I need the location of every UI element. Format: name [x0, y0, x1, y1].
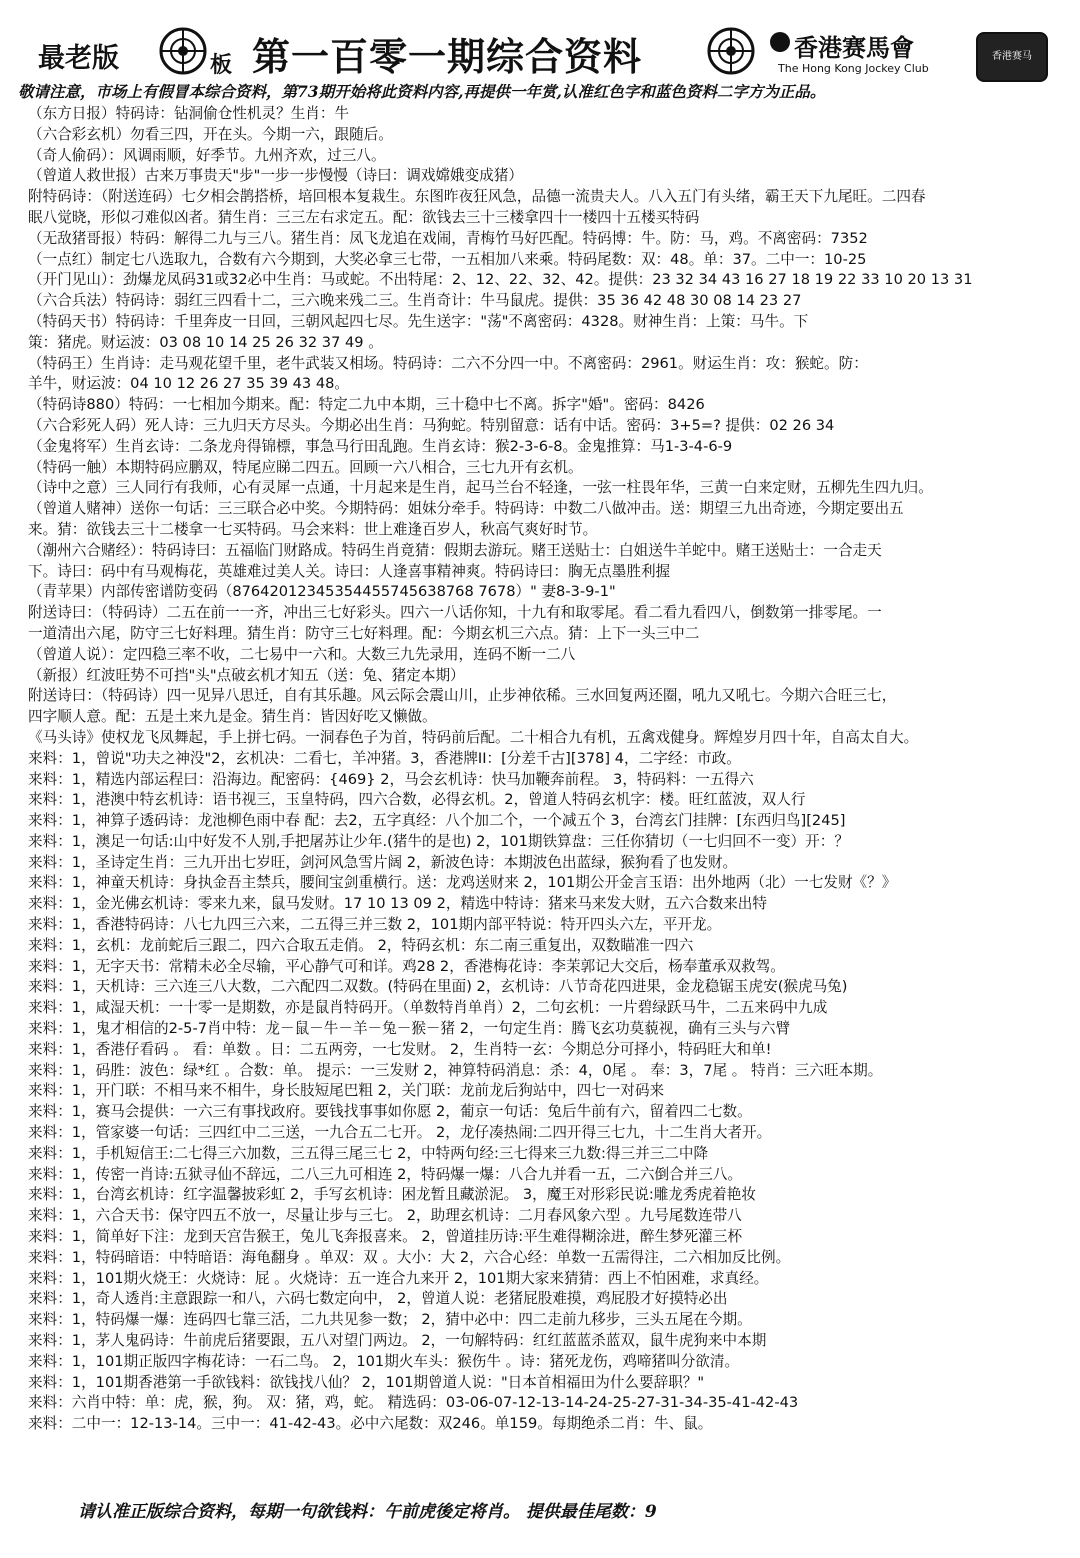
text-line: 来料：1，港澳中特玄机诗：语书视三，玉皇特码，四六合数，必得玄机。2，曾道人特码玄机字：楼。旺红蓝波，双人行 [28, 791, 806, 809]
text-line: （诗中之意）三人同行有我师，心有灵犀一点通，十月起来是生肖，起马兰台不轻逢，一弦一柱畏年华，三黄一白来定财，五柳先生四九归。 [28, 479, 933, 497]
text-line: （特码天书）特码诗：千里奔皮一日回，三朝风起四七尽。先生送字："荡"不离密码：4328。财神生肖：上策：马牛。下 [28, 312, 809, 330]
text-line: 来料：1，天机诗：三六连三八大数，二六配四二双数。(特码在里面) 2，玄机诗：八节奇花四进果，金龙稳锯玉虎安(猴虎马兔) [28, 978, 848, 996]
text-line: 来料：1，开门联：不相马来不相牛，身长肢短尾巴粗 2，关门联：龙前龙后狗站中，四七一对码来 [28, 1082, 665, 1100]
club-logo-badge: 香港赛马 [976, 32, 1048, 82]
text-line: （奇人偷码）：风调雨顺，好季节。九州齐欢，过三八。 [28, 146, 386, 164]
text-line: 来料：1，特码爆一爆：连码四七靠三活，二九共见参一数； 2，猜中必中：四二走前九移步，三头五尾在今期。 [28, 1311, 752, 1329]
text-line: （开门见山）：劲爆龙凤码31或32必中生肖：马或蛇。不出特尾：2、12、22、32、42。提供：23 32 34 43 16 27 18 19 22 33 10 20 13 31 [28, 271, 973, 289]
text-line: 来料：1，六合天书：保守四五不放一，尽量让步与三七。 2，助理玄机诗：二月春风象六型 。九号尾数连带八 [28, 1207, 742, 1225]
notice-line: 敬请注意，市场上有假冒本综合资料，第73期开始将此资料内容,再提供一年赏,认准红色字和蓝色资料二字方为正品。 [18, 82, 826, 101]
text-line: 附特码诗：（附送连码）七夕相会鹊搭桥，培回根本复栽生。东图昨夜狂风急，品德一流贵夫人。八入五门有头绪，霸王天下九尾旺。二四春 [28, 188, 926, 206]
text-line: 来料：1，码胜：波色：绿*红 。合数：单。 提示：一三发财 2，神算特码消息：杀：4，0尾 。 奉：3，7尾 。 特肖：三六旺本期。 [28, 1061, 883, 1079]
text-line: 来。猜：欲钱去三十二楼拿一七买特码。马会来料：世上难逢百岁人，秋高气爽好时节。 [28, 520, 598, 538]
text-line: 来料：六肖中特：单：虎，猴，狗。 双：猪，鸡，蛇。 精选码：03-06-07-12-13-14-24-25-27-31-34-35-41-42-43 [28, 1394, 799, 1412]
text-line: 来料：1，曾说"功夫之神没"2，玄机决：二看七，羊冲猪。3，香港牌II：[分差千古][378] 4，二字经：市政。 [28, 749, 741, 767]
header [0, 18, 1080, 80]
text-line: （新报）红波旺势不可挡"头"点破玄机才知五（送：兔、猪定本期） [28, 666, 465, 684]
text-line: 来料：1，101期火烧王：火烧诗：屁 。火烧诗：五一连合九来开 2，101期大家来猜猜：西上不怕困难，求真经。 [28, 1269, 769, 1287]
text-line: （特码一触）本期特码应鹏双，特尾应睇二四五。回顾一六八相合，三七九开有玄机。 [28, 458, 583, 476]
text-line: （一点红）制定七八选取九，合数有六今期到，大奖必拿三七带，一五相加八来乘。特码尾数：双：48。单：37。二中一：10-25 [28, 250, 867, 268]
text-line: 来料：1，香港仔看码 。 看：单数 。日：二五两旁，一七发财。 2，生肖特一玄：今期总分可择小，特码旺大和单! [28, 1040, 772, 1058]
text-line: 眠八觉晓，形似刁难似凶者。猜生肖：三三左右求定五。配：欲钱去三十三楼拿四十一楼四十五楼买特码 [28, 208, 700, 226]
text-line: 来料：1，无字天书：常精未必全尽输，平心静气可和详。鸡28 2，香港梅花诗：李茉郭记大交后，杨奉董承双救驾。 [28, 957, 785, 975]
club-name-en: The Hong Kong Jockey Club [778, 62, 929, 75]
text-line: （潮州六合赌经）：特码诗曰：五福临门财路成。特码生肖竟猜：假期去游玩。赌王送贴士：白姐送牛羊蛇中。赌王送贴士：一合走天 [28, 541, 882, 559]
text-line: 来料：1，神算子透码诗：龙池柳色雨中春 配：去2，五字真经：八个加二个，一个减五个 3，台湾玄门挂牌：[东西归鸟][245] [28, 812, 846, 830]
text-line: （六合彩死人码）死人诗：三九归天方尽头。今期必出生肖：马狗蛇。特别留意：话有中话。密码：3+5=? 提供：02 26 34 [28, 416, 835, 434]
text-line: 一道清出六尾，防守三七好料理。猜生肖：防守三七好料理。配：今期玄机三六点。猜：上下一头三中二 [28, 624, 700, 642]
text-line: 来料：1，精选内部运程曰：沿海边。配密码：{469} 2，马会玄机诗：快马加鞭奔前程。 3，特码料：一五得六 [28, 770, 754, 788]
text-line: 来料：1，鬼才相信的2-5-7肖中特：龙－鼠－牛－羊－兔－猴－猪 2，一句定生肖：腾飞玄功莫藐视，确有三头与六臂 [28, 1020, 791, 1038]
text-line: （东方日报）特码诗：钻洞偷仓性机灵？生肖：牛 [28, 105, 350, 122]
text-line: 来料：1，咸湿天机：一十零一是期数，亦是鼠肖特码开。（单数特肖单肖）2，二句玄机：一片碧绿跃马牛，二五来码中九成 [28, 999, 828, 1017]
text-line: 来料：1，玄机：龙前蛇后三跟二，四六合取五走俏。 2，特码玄机：东二南三重复出，双数瞄准一四六 [28, 936, 694, 954]
text-line: （曾道人说）：定四稳三率不收，二七易中一六和。大数三九先录用，连码不断一二八 [28, 645, 576, 663]
text-line: （曾道人救世报）古来万事贵天"步"一步一步慢慢（诗曰：调戏嫦娥变成猪） [28, 167, 524, 185]
text-line: 来料：1，赛马会提供：一六三有事找政府。要钱找事事如你愿 2，葡京一句话：兔后牛前有六，留着四二七数。 [28, 1103, 752, 1121]
club-dot-icon [770, 32, 790, 52]
text-line: 来料：二中一：12-13-14。三中一：41-42-43。必中六尾数：双246。单159。每期绝杀二肖：牛、鼠。 [28, 1415, 713, 1433]
text-line: 下。诗曰：码中有马观梅花，英雄难过美人关。诗曰：人逢喜事精神爽。特码诗曰：胸无点墨胜利握 [28, 562, 671, 580]
text-line: （曾道人赌神）送你一句话：三三联合必中奖。今期特码：姐妹分牵手。特码诗：中数二八做冲击。送：期望三九出奇迹，今期定要出五 [28, 500, 904, 518]
content-body [28, 104, 1058, 1435]
text-line: 来料：1，奇人透肖:主意跟踪一和八，六码七数定向中， 2，曾道人说：老猪屁股难摸，鸡屁股才好摸特必出 [28, 1290, 728, 1308]
text-line: 来料：1，101期香港第一手欲钱料：欲钱找八仙？ 2，101期曾道人说："日本首相福田为什么要辞职？" [28, 1373, 705, 1391]
text-line: 来料：1，茅人鬼码诗：牛前虎后猪要跟，五八对望门两边。 2，一句解特码：红红蓝蓝杀蓝双，鼠牛虎狗来中本期 [28, 1332, 767, 1350]
emblem-icon [706, 26, 756, 76]
text-line: （六合兵法）特码诗：弱红三四看十二，三六晚来残二三。生肖奇计：牛马鼠虎。提供：35 36 42 48 30 08 14 23 27 [28, 292, 802, 310]
footer-line: 请认准正版综合资料，每期一句欲钱料：午前虎後定将肖。 提供最佳尾数：9 [78, 1502, 657, 1522]
text-line: 来料：1，神童天机诗：身执金吾主禁兵，腰间宝剑重横行。送：龙鸡送财来 2，101期公开金言玉语：出外地两（北）一七发财《？》 [28, 874, 897, 892]
text-line: 附送诗曰：（特码诗）四一见异八思迁，自有其乐趣。风云际会震山川，止步神依稀。三水回复两还圈，吼九又吼七。今期六合旺三七， [28, 687, 897, 705]
text-line: 来料：1，管家婆一句话：三四红中二三送，一九合五二七开。 2，龙仔凑热闹:二四开得三七九，十二生肖大者开。 [28, 1124, 772, 1142]
text-line: 来料：1，手机短信王:二七得三六加数，三五得三尾三七 2，中特两句经:三七得来三九数:得三并三二中降 [28, 1144, 709, 1162]
text-line: 来料：1，金光佛玄机诗：零来九来，鼠马发财。17 10 13 09 2，精选中特诗：猪来马来发大财，五六合数来出特 [28, 895, 767, 913]
text-line: 来料：1，传密一肖诗:五狱寻仙不辞远，二八三九可相连 2，特码爆一爆：八合九并看一五，二六倒合并三八。 [28, 1165, 743, 1183]
text-line: （金鬼将军）生肖玄诗：二条龙舟得锦標，事急马行田乱跑。生肖玄诗：猴2-3-6-8。金鬼推算：马1-3-4-6-9 [28, 437, 733, 455]
text-line: 《马头诗》使权龙飞凤舞起，手上拼七码。一洞春色子为首，特码前后配。二十相合九有机，五禽戏健身。辉煌岁月四十年，自高太自大。 [28, 728, 919, 746]
text-line: 来料：1，澳足一句话:山中好发不人别,手把屠苏让少年.(猪牛的是也) 2，101期铁算盘：三任你猜切（一七归回不一变）开：？ [28, 832, 849, 850]
text-line: （青苹果）内部传密谱防变码（87642012345354455745638768 7678）" 妻8-3-9-1" [28, 583, 616, 601]
version-label: 最老版 [38, 43, 119, 74]
emblem-icon [158, 26, 208, 76]
ban-label: 板 [210, 52, 233, 78]
text-line: 策：猪虎。财运波：03 08 10 14 25 26 32 37 49 。 [28, 333, 383, 351]
club-name-zh: 香港赛馬會 [794, 34, 914, 62]
text-line: 附送诗曰：（特码诗）二五在前一一齐，冲出三七好彩头。四六一八话你知，十九有和取零尾。看二看九看四八，倒数第一排零尾。一 [28, 604, 882, 622]
text-line: 羊牛，财运波：04 10 12 26 27 35 39 43 48。 [28, 375, 349, 393]
text-line: 来料：1，香港特码诗：八七九四三六来，二五得三并三数 2，101期内部平特说：特开四头六左，平开龙。 [28, 916, 722, 934]
text-line: 四字顺人意。配：五是土来九是金。猜生肖：皆因好吃又懒做。 [28, 708, 437, 726]
text-line: 来料：1，特码暗语：中特暗语：海龟翻身 。单双：双 。大小：大 2，六合心经：单数一五需得注，二六相加反比例。 [28, 1248, 791, 1266]
text-line: （特码诗880）特码：一七相加今期来。配：特定二九中本期，三十稳中七不离。拆字"婚"。密码：8426 [28, 396, 705, 414]
text-line: 来料：1，圣诗定生肖：三九开出七岁旺，剑河风急雪片阔 2，新波色诗：本期波色出蓝绿，猴狗看了也发财。 [28, 853, 738, 871]
text-line: 来料：1，101期正版四字梅花诗：一石二鸟。 2，101期火车头：猴伤牛 。诗：猪死龙伤，鸡啼猪叫分欲清。 [28, 1352, 740, 1370]
text-line: 来料：1，简单好下注：龙到天宫告猴王，兔儿飞奔报喜来。 2，曾道挂历诗:平生难得糊涂进，醉生梦死灌三杯 [28, 1228, 743, 1246]
text-line: （六合彩玄机）勿看三四，开在头。今期一六，跟随后。 [28, 125, 393, 143]
text-line: 来料：1，台湾玄机诗：红字温馨披彩虹 2，手写玄机诗：困龙暂且藏淤泥。 3，魔王对形彩民说:雕龙秀虎着艳妆 [28, 1186, 756, 1204]
text-line: （特码王）生肖诗：走马观花望千里，老牛武装又相场。特码诗：二六不分四一中。不离密码：2961。财运生肖：攻：猴蛇。防： [28, 354, 868, 372]
text-line: （无敌猪哥报）特码：解得二九与三八。猪生肖：凤飞龙追在戏闹，青梅竹马好匹配。特码博：牛。防：马，鸡。不离密码：7352 [28, 229, 868, 247]
page-title: 第一百零一期综合资料 [252, 34, 643, 79]
